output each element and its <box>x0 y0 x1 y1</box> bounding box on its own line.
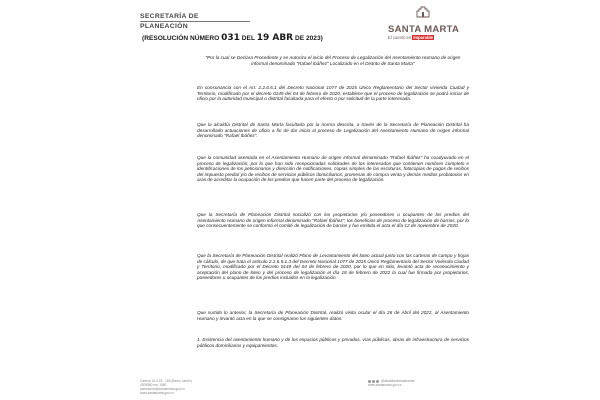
tagline-highlight: Imparable <box>413 35 434 40</box>
paragraph-block <box>197 310 469 321</box>
entity-header <box>140 13 250 30</box>
brand-tagline <box>388 35 460 40</box>
resolution-number: 031 <box>221 33 240 43</box>
paragraph: En consonancia con el Art. 2.2.6.5.1 del Decreto Nacional 1077 de 2015 Único Reglamentario del Sector vivienda Ciudad y Territorio, modificado por el decreto 0149 del 04 de febrero de 2020, establece que el proceso de legalización se podrá iniciar de oficio por la autoridad municipal o distrital facultada para el efecto o por solicitud de la parte interesada. <box>197 85 469 102</box>
paragraph-block <box>197 85 469 102</box>
footer-contact <box>140 379 230 395</box>
paragraph: "Por la cual se Declara Procedente y se Autoriza el inicio del Proceso de Legalización del Asentamiento Humano de origen informal denominado "Rafael Ibáñez" Localizado en el Distrito de Santa Marta" <box>205 55 461 66</box>
paragraph: Que surtido lo anterior, la Secretaría de Planeación Distrital, realizó visita ocular el día 26 de Abril del 2022, al Asentamiento Humano y levantó acta en la que se consignaron los siguientes datos: <box>197 310 469 321</box>
city-logo <box>388 6 460 40</box>
paragraph: Que la alcaldía Distrital de Santa Marta facultada por la norma descrita, a través de la Secretaría de Planeación Distrital ha desarrollado actuaciones de oficio a fin de dar inicio al proceso de Legalización del Asentamiento Humano de origen informal denominado "Rafael Ibáñez". <box>197 122 469 139</box>
footer-phone: 4209880 ext. 1580 <box>140 383 167 387</box>
paragraph: Que la Secretaría de Planeación Distrital realizó Plano de Levantamiento del loteo actual junto con las carteras de campo y hojas de cálculo, de que trata el artículo 2.2.6.5.1.3 del Decreto Nacional 1077 de 2015 Único Reglamentario del Sector Vivienda Ciudad y Territorio, modificado por el Decreto 0149 del 04 de febrero de 2020, por lo que en sitio, levantó acta de reconocimiento y aceptación del plano de loteo y del proceso de legalización el día 18 de febrero de 2022 la cual fue firmada por propietarios, poseedores u ocupantes de los predios incluidos en la legalización. <box>197 253 469 281</box>
tagline-prefix: El cuento es <box>388 35 412 40</box>
resolution-date: 19 ABR <box>256 33 294 43</box>
paragraph-block <box>197 337 469 348</box>
resolution-subject <box>197 55 469 66</box>
footer-social-web: www.santamarta.gov.co <box>368 383 402 387</box>
resolution-title <box>142 33 323 43</box>
page-footer <box>140 379 460 397</box>
paragraph: Que la Secretaría de Planeación Distrital socializó con los propietarios y/o poseedores u ocupantes de los predios del Asentamiento Humano de origen informal denominado "Rafael Ibáñez", los beneficios de proceso de legalización de barrios, por lo que consecuentemente se conformó el comité de legalización de barrios y fue emitida el acta el día 12 de noviembre de 2020. <box>197 212 469 229</box>
social-handle-text: @alcaldiadesantamarta <box>380 379 415 383</box>
paragraph-block <box>197 155 469 183</box>
footer-address: Carrera 16 # 15 - 185 (Barrio Jardín) <box>140 379 192 383</box>
resolution-suffix: DE 2023) <box>294 35 323 42</box>
resolution-prefix: (RESOLUCIÓN NÚMERO <box>142 35 220 42</box>
footer-social <box>368 379 463 387</box>
paragraph-block <box>197 253 469 281</box>
entity-line2: PLANEACIÓN <box>140 23 188 30</box>
footer-website: www.santamarta.gov.co <box>140 391 174 395</box>
paragraph: Que la comunidad asentada en el Asentamiento Humano de origen informal denominado "Rafael Ibáñez" ha coadyuvado en el proceso de legalización, por lo que han sido recepcionadas solicitudes de los interesados que contienen nombres completo e identificaciones de los peticionarios y dirección de notificaciones, copias simples de las escrituras, fotocopias de pagos de recibos del impuesto predial y/o de recibos de servicios públicos domiciliarios, promesas de compra venta y demás medios probatorios en aras de acreditar la ocupación de los predios que hacen parte del proceso de legalización. <box>197 155 469 183</box>
city-seal-icon <box>416 6 430 18</box>
paragraph-block <box>197 212 469 229</box>
entity-line1: SECRETARÍA DE <box>140 13 199 20</box>
brand-name: SANTA MARTA <box>388 24 460 35</box>
entity-divider <box>140 21 250 22</box>
footer-email: planeacion@santamarta.gov.co <box>140 387 185 391</box>
resolution-middle: DEL <box>241 35 255 42</box>
paragraph: 1. Existencia del asentamiento humano y de los espacios públicos y privados, vías públicas, obras de infraestructura de servicios públicos domiciliarios y equipamientos. <box>197 337 469 348</box>
paragraph-block <box>197 122 469 139</box>
